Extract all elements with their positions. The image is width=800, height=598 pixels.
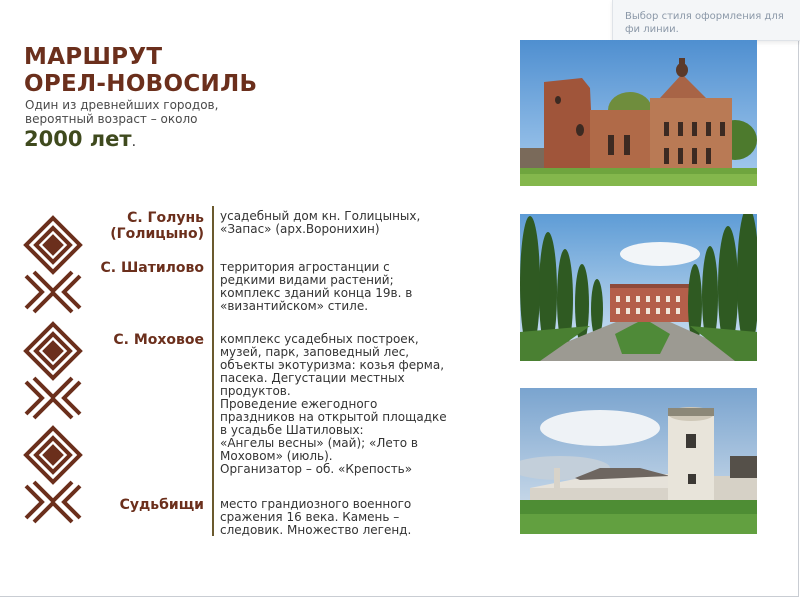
- desc-line: Организатор – об. «Крепость»: [220, 462, 413, 476]
- desc-shatilovo: [220, 261, 470, 313]
- desc-mokhovoe: [220, 333, 470, 476]
- desc-line: комплекс зданий конца 19в. в: [220, 286, 413, 300]
- style-tooltip: [612, 0, 800, 41]
- subtitle-line-2: вероятный возраст – около: [25, 112, 198, 126]
- age-suffix: .: [131, 134, 137, 150]
- title-line-1: МАРШРУТ: [24, 44, 163, 70]
- place-name: С. Голунь: [127, 210, 204, 226]
- desc-line: комплекс усадебных построек,: [220, 332, 419, 346]
- desc-line: Проведение ежегодного: [220, 397, 378, 411]
- desc-line: «Ангелы весны» (май); «Лето в: [220, 436, 418, 450]
- ornament-cross-1: [26, 272, 80, 312]
- ornament-cross-3: [26, 482, 80, 522]
- ornament-diamond-3: [26, 428, 80, 482]
- desc-line: пасека. Дегустации местных: [220, 371, 405, 385]
- desc-golun: [220, 210, 470, 236]
- manor-park-photo: [520, 214, 757, 361]
- desc-line: «византийском» стиле.: [220, 299, 369, 313]
- desc-line: усадебный дом кн. Голицыных,: [220, 209, 421, 223]
- desc-line: место грандиозного военного: [220, 497, 412, 511]
- ornament-diamond-1: [26, 218, 80, 272]
- desc-line: объекты экотуризма: козья ферма,: [220, 358, 445, 372]
- desc-line: музей, парк, заповедный лес,: [220, 345, 410, 359]
- page-title: [24, 44, 257, 98]
- place-name-alt: (Голицыно): [110, 226, 204, 242]
- tooltip-text: Выбор стиля оформления для фи линии.: [625, 11, 784, 35]
- place-name: С. Моховое: [113, 332, 204, 348]
- folk-ornament-icon: [20, 214, 86, 536]
- age-value: 2000 лет: [24, 127, 132, 151]
- ornament-diamond-2: [26, 324, 80, 378]
- place-mokhovoe: [113, 332, 204, 348]
- age-text: [24, 126, 136, 155]
- ornament-cross-2: [26, 378, 80, 418]
- church-ruins-photo: [520, 40, 757, 186]
- place-name: Судьбищи: [119, 497, 204, 513]
- place-shatilovo: [101, 260, 204, 276]
- desc-line: редкими видами растений;: [220, 273, 394, 287]
- desc-sudbishchi: [220, 498, 470, 537]
- desc-line: «Запас» (арх.Воронихин): [220, 222, 380, 236]
- desc-line: сражения 16 века. Камень –: [220, 510, 400, 524]
- place-golun: [110, 210, 204, 242]
- desc-line: праздников на открытой площадке: [220, 410, 447, 424]
- desc-line: Моховом» (июль).: [220, 449, 333, 463]
- place-sudbishchi: [120, 497, 204, 513]
- subtitle: [25, 98, 285, 126]
- fortress-tower-photo: [520, 388, 757, 534]
- desc-line: продуктов.: [220, 384, 291, 398]
- desc-line: следовик. Множество легенд.: [220, 523, 412, 537]
- title-line-2: ОРЕЛ-НОВОСИЛЬ: [24, 71, 258, 97]
- desc-line: территория агростанции с: [220, 260, 390, 274]
- desc-line: в усадьбе Шатиловых:: [220, 423, 364, 437]
- subtitle-line-1: Один из древнейших городов,: [25, 98, 219, 112]
- divider-line: [212, 206, 214, 536]
- place-name: С. Шатилово: [100, 260, 204, 276]
